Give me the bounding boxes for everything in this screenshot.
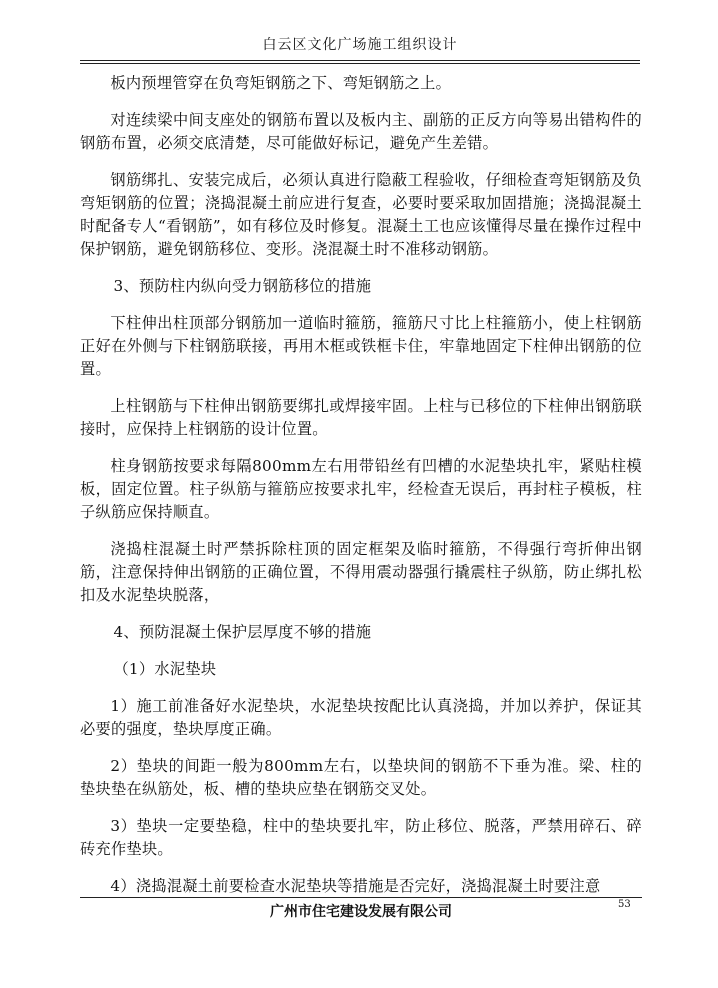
footer-company: 广州市住宅建设发展有限公司 [270, 904, 452, 920]
paragraph: 1）施工前准备好水泥垫块，水泥垫块按配比认真浇捣，并加以养护，保证其必要的强度，垫块厚度正确。 [80, 697, 642, 738]
paragraph: 对连续梁中间支座处的钢筋布置以及板内主、副筋的正反方向等易出错构件的钢筋布置，必须交底清楚，尽可能做好标记，避免产生差错。 [80, 111, 642, 152]
paragraph: 下柱伸出柱顶部分钢筋加一道临时箍筋，箍筋尺寸比上柱箍筋小，使上柱钢筋正好在外侧与下柱钢筋联接，再用木框或铁框卡住，牢靠地固定下柱伸出钢筋的位置。 [80, 314, 642, 378]
document-body [80, 72, 642, 912]
section-heading: 3、预防柱内纵向受力钢筋移位的措施 [113, 277, 372, 295]
paragraph: 板内预埋管穿在负弯矩钢筋之下、弯矩钢筋之上。 [110, 74, 452, 92]
paragraph: 4）浇捣混凝土前要检查水泥垫块等措施是否完好，浇捣混凝土时要注意 [110, 877, 601, 895]
section-heading: 4、预防混凝土保护层厚度不够的措施 [113, 623, 372, 641]
paragraph: 柱身钢筋按要求每隔800mm左右用带铅丝有凹槽的水泥垫块扎牢，紧贴柱模板，固定位置。柱子纵筋与箍筋应按要求扎牢，经检查无误后，再封柱子模板，柱子纵筋应保持顺直。 [80, 457, 642, 521]
paragraph: 2）垫块的间距一般为800mm左右，以垫块间的钢筋不下垂为准。梁、柱的垫块垫在纵筋处，板、槽的垫块应垫在钢筋交叉处。 [80, 757, 642, 798]
paragraph: 浇捣柱混凝土时严禁拆除柱顶的固定框架及临时箍筋，不得强行弯折伸出钢筋，注意保持伸出钢筋的正确位置，不得用震动器强行撬震柱子纵筋，防止绑扎松扣及水泥垫块脱落， [80, 540, 642, 604]
paragraph: 上柱钢筋与下柱伸出钢筋要绑扎或焊接牢固。上柱与已移位的下柱伸出钢筋联接时，应保持上柱钢筋的设计位置。 [80, 397, 642, 438]
page-header-title: 白云区文化广场施工组织设计 [262, 37, 458, 53]
paragraph: 3）垫块一定要垫稳，柱中的垫块要扎牢，防止移位、脱落，严禁用碎石、碎砖充作垫块。 [80, 817, 642, 858]
subsection-heading: （1）水泥垫块 [113, 660, 217, 678]
footer-rule [80, 897, 642, 898]
page-number: 53 [618, 899, 631, 910]
header-rule [80, 60, 640, 64]
paragraph: 钢筋绑扎、安装完成后，必须认真进行隐蔽工程验收，仔细检查弯矩钢筋及负弯矩钢筋的位置；浇捣混凝土前应进行复查，必要时要采取加固措施；浇捣混凝土时配备专人“看钢筋”，如有移位及时修复。混凝土工也应该懂得尽量在操作过程中保护钢筋，避免钢筋移位、变形。浇混凝土时不准移动钢筋。 [80, 171, 642, 258]
